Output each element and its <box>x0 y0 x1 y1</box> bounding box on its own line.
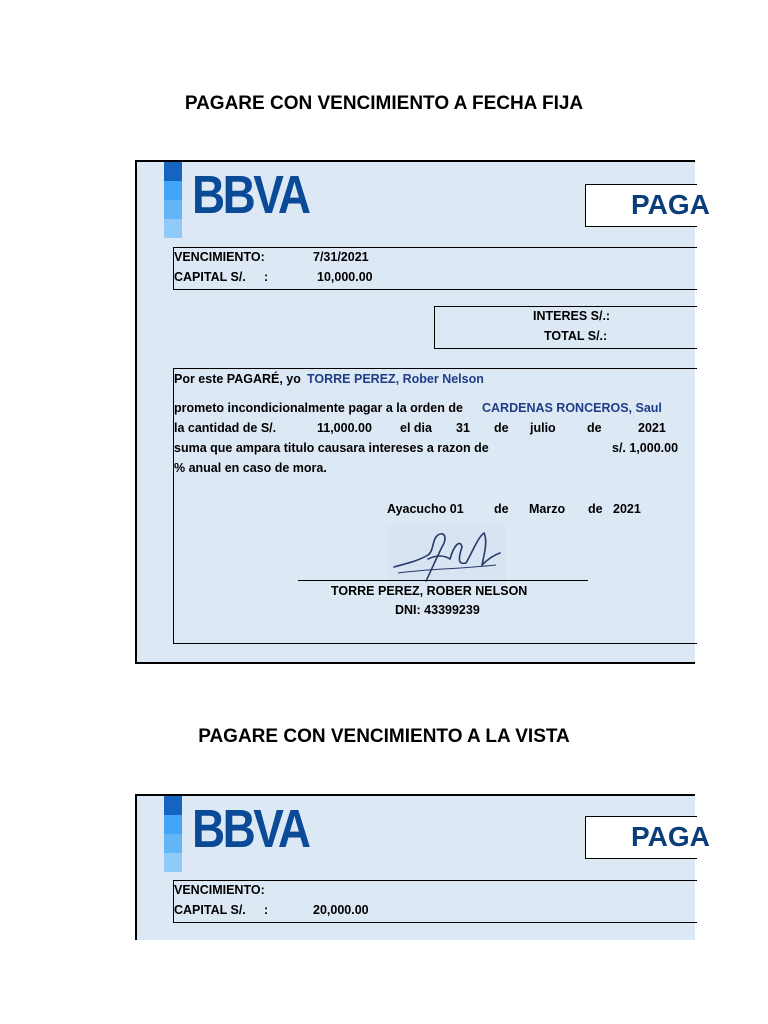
mora-text: % anual en caso de mora. <box>174 461 327 475</box>
pagare-card-a-la-vista <box>135 794 710 940</box>
capital-label: CAPITAL S/. <box>174 903 246 917</box>
vencimiento-value: 7/31/2021 <box>313 250 369 264</box>
bbva-logo-bars <box>164 162 182 238</box>
interes-total-box <box>434 306 697 349</box>
bbva-logo: BBVA <box>192 165 309 225</box>
pagare-title-box <box>585 184 710 227</box>
place-de-2: de <box>588 502 603 516</box>
el-dia-text: el dia <box>400 421 432 435</box>
cantidad-label: la cantidad de S/. <box>174 421 277 435</box>
place-month: Marzo <box>529 502 566 516</box>
capital-colon: : <box>264 903 269 917</box>
year-value: 2021 <box>638 421 666 435</box>
bbva-logo: BBVA <box>192 799 309 859</box>
interes-label: INTERES S/.: <box>533 309 611 323</box>
vencimiento-label: VENCIMIENTO: <box>174 883 265 897</box>
bbva-logo-bars <box>164 796 182 872</box>
intro-text: Por este PAGARÉ, yo <box>174 372 301 386</box>
cantidad-value: 11,000.00 <box>317 421 372 435</box>
place-de-1: de <box>494 502 509 516</box>
day-value: 31 <box>456 421 470 435</box>
place-day: Ayacucho 01 <box>387 502 464 516</box>
section-1-heading: PAGARE CON VENCIMIENTO A FECHA FIJA <box>184 93 584 114</box>
signature-image <box>388 525 506 587</box>
promise-text: prometo incondicionalmente pagar a la orden de <box>174 401 463 415</box>
interes-amount: s/. 1,000.00 <box>612 441 679 455</box>
pagare-body <box>173 368 697 644</box>
debtor-name: TORRE PEREZ, Rober Nelson <box>307 372 484 386</box>
de-text-1: de <box>494 421 509 435</box>
signer-dni: DNI: 43399239 <box>395 603 480 617</box>
place-year: 2021 <box>613 502 641 516</box>
capital-value: 10,000.00 <box>317 270 373 284</box>
month-value: julio <box>530 421 556 435</box>
vencimiento-capital-block <box>173 880 697 923</box>
signer-name: TORRE PEREZ, ROBER NELSON <box>331 584 528 598</box>
vencimiento-capital-block <box>173 247 697 290</box>
capital-value: 20,000.00 <box>313 903 369 917</box>
pagare-card-fecha-fija <box>135 160 710 664</box>
capital-label: CAPITAL S/. <box>174 270 246 284</box>
capital-colon: : <box>264 270 269 284</box>
signature-line <box>298 580 588 581</box>
creditor-name: CARDENAS RONCEROS, Saul <box>482 401 662 415</box>
vencimiento-label: VENCIMIENTO: <box>174 250 265 264</box>
pagare-title: PAGA <box>631 821 710 852</box>
pagare-title: PAGA <box>631 189 710 220</box>
de-text-2: de <box>587 421 602 435</box>
section-2-heading: PAGARE CON VENCIMIENTO A LA VISTA <box>198 726 570 747</box>
total-label: TOTAL S/.: <box>544 329 608 343</box>
interes-text: suma que ampara titulo causara intereses a razon de <box>174 441 489 455</box>
pagare-title-box <box>585 816 710 859</box>
